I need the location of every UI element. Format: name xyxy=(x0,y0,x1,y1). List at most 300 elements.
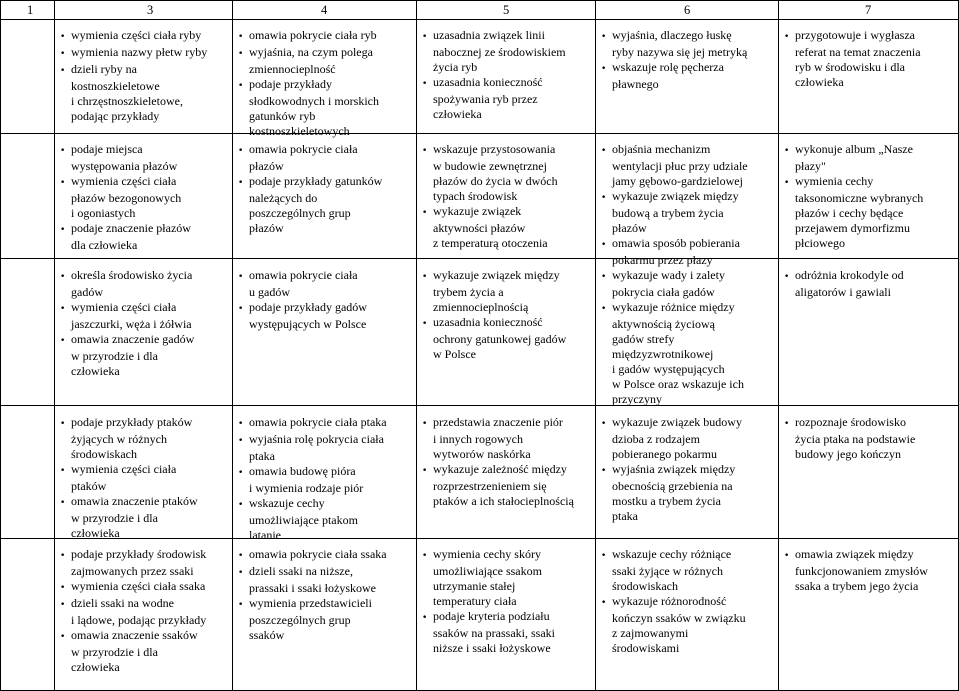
continuation-line xyxy=(422,626,555,641)
cell-text: płazów do życia w dwóch xyxy=(433,174,558,188)
continuation-line xyxy=(238,159,382,174)
continuation-line xyxy=(601,447,742,462)
cell-text: objaśnia mechanizm xyxy=(612,142,711,156)
cell-text: wymienia części ciała xyxy=(71,462,177,476)
cell-text: referat na temat znaczenia xyxy=(795,45,921,59)
bullet-item xyxy=(238,142,382,159)
bullet-item xyxy=(422,609,555,626)
bullet-icon xyxy=(422,547,433,564)
bullet-item xyxy=(601,142,748,159)
cell-text: dzieli ssaki na niższe, xyxy=(249,564,353,578)
cell-text: wskazuje przystosowania xyxy=(433,142,556,156)
continuation-line xyxy=(601,479,742,494)
cell-text: uzasadnia związek linii xyxy=(433,28,545,42)
bullet-item xyxy=(601,28,747,45)
cell-text: występujących w Polsce xyxy=(249,317,367,331)
table-cell-col3 xyxy=(60,415,198,541)
cell-text: kostnoszkieletowe xyxy=(71,79,160,93)
bullet-item xyxy=(60,415,198,432)
bullet-icon xyxy=(238,77,249,94)
bullet-icon xyxy=(422,142,433,159)
bullet-item xyxy=(60,547,206,564)
continuation-line xyxy=(601,611,746,626)
column-number: 1 xyxy=(27,3,34,17)
bullet-icon xyxy=(238,28,249,45)
bullet-item xyxy=(60,268,194,285)
cell-text: wykazuje związek między xyxy=(433,268,560,282)
column-number: 3 xyxy=(147,3,154,17)
cell-text: z temperaturą otoczenia xyxy=(433,236,548,250)
continuation-line xyxy=(60,349,194,364)
continuation-line xyxy=(422,159,558,174)
table-cell-col5 xyxy=(422,547,555,656)
bullet-item xyxy=(238,432,387,449)
bullet-item xyxy=(60,494,198,511)
cell-text: omawia znaczenie ptaków xyxy=(71,494,198,508)
cell-text: człowieka xyxy=(71,526,120,540)
continuation-line xyxy=(60,447,198,462)
bullet-icon xyxy=(238,496,249,513)
bullet-icon xyxy=(422,75,433,92)
cell-text: latanie xyxy=(249,528,281,542)
bullet-icon xyxy=(422,462,433,479)
cell-text: taksonomiczne wybranych xyxy=(795,191,924,205)
bullet-icon xyxy=(238,300,249,317)
cell-text: kończyn ssaków w związku xyxy=(612,611,746,625)
cell-text: przyczyny xyxy=(612,392,662,406)
bullet-item xyxy=(60,45,207,62)
bullet-icon xyxy=(60,142,71,159)
cell-text: wymienia części ciała ssaka xyxy=(71,579,206,593)
cell-text: nabocznej ze środowiskiem xyxy=(433,45,566,59)
cell-text: aligatorów i gawiali xyxy=(795,285,891,299)
bullet-item xyxy=(238,77,379,94)
cell-text: człowieka xyxy=(433,107,482,121)
cell-text: omawia pokrycie ciała ptaka xyxy=(249,415,387,429)
continuation-line xyxy=(601,626,746,641)
continuation-line xyxy=(60,613,206,628)
cell-text: pobieranego pokarmu xyxy=(612,447,717,461)
bullet-icon xyxy=(784,415,795,432)
cell-text: omawia związek między xyxy=(795,547,914,561)
continuation-line xyxy=(60,238,191,253)
continuation-line xyxy=(60,479,198,494)
bullet-icon xyxy=(60,547,71,564)
cell-text: gadów xyxy=(71,285,103,299)
continuation-line xyxy=(238,513,387,528)
cell-text: dzieli ssaki na wodne xyxy=(71,596,174,610)
continuation-line xyxy=(422,564,555,579)
bullet-item xyxy=(601,415,742,432)
continuation-line xyxy=(422,300,566,315)
bullet-icon xyxy=(238,174,249,191)
cell-text: wyjaśnia rolę pokrycia ciała xyxy=(249,432,384,446)
bullet-icon xyxy=(601,415,612,432)
continuation-line xyxy=(601,159,748,174)
cell-text: środowiskach xyxy=(71,447,137,461)
cell-text: ssaki żyjące w różnych xyxy=(612,564,723,578)
continuation-line xyxy=(60,159,191,174)
cell-text: i innych rogowych xyxy=(433,432,523,446)
cell-text: zmiennocieplnością xyxy=(433,300,529,314)
bullet-item xyxy=(422,415,574,432)
bullet-icon xyxy=(60,332,71,349)
cell-text: omawia pokrycie ciała xyxy=(249,142,358,156)
bullet-item xyxy=(422,28,566,45)
bullet-icon xyxy=(422,415,433,432)
bullet-item xyxy=(601,189,748,206)
col-divider xyxy=(232,0,233,691)
continuation-line xyxy=(60,660,206,675)
row-divider xyxy=(0,19,959,20)
continuation-line xyxy=(238,581,387,596)
cell-text: płciowego xyxy=(795,236,845,250)
cell-text: wskazuje cechy różniące xyxy=(612,547,732,561)
cell-text: zajmowanych przez ssaki xyxy=(71,564,194,578)
cell-text: wentylacji płuc przy udziale xyxy=(612,159,748,173)
cell-text: ryby nazywa się jej metryką xyxy=(612,45,748,59)
cell-text: ptaków xyxy=(71,479,107,493)
cell-text: z zajmowanymi xyxy=(612,626,689,640)
cell-text: pokarmu przez płazy xyxy=(612,253,713,267)
bullet-icon xyxy=(422,268,433,285)
bullet-icon xyxy=(60,28,71,45)
continuation-line xyxy=(784,45,921,60)
continuation-line xyxy=(422,447,574,462)
continuation-line xyxy=(238,628,387,643)
cell-text: ochrony gatunkowej gadów xyxy=(433,332,567,346)
bullet-item xyxy=(60,462,198,479)
cell-text: człowieka xyxy=(795,75,844,89)
cell-text: poszczególnych grup xyxy=(249,206,351,220)
column-number: 7 xyxy=(865,3,872,17)
cell-text: żyjących w różnych xyxy=(71,432,167,446)
cell-text: w budowie zewnętrznej xyxy=(433,159,547,173)
cell-text: wskazuje cechy xyxy=(249,496,325,510)
continuation-line xyxy=(238,481,387,496)
bullet-item xyxy=(784,415,915,432)
bullet-item xyxy=(238,464,387,481)
cell-text: wykazuje związek xyxy=(433,204,522,218)
cell-text: płazów xyxy=(249,159,284,173)
continuation-line xyxy=(601,206,748,221)
continuation-line xyxy=(601,564,746,579)
bullet-item xyxy=(60,62,207,79)
cell-text: w przyrodzie i dla xyxy=(71,511,158,525)
cell-text: płazów xyxy=(612,221,647,235)
continuation-line xyxy=(422,107,566,122)
continuation-line xyxy=(238,613,387,628)
cell-text: pławnego xyxy=(612,77,659,91)
continuation-line xyxy=(60,94,207,109)
cell-text: gadów strefy xyxy=(612,332,675,346)
bullet-item xyxy=(784,142,923,159)
table-cell-col7 xyxy=(784,28,921,90)
table-cell-col6 xyxy=(601,547,746,656)
cell-text: podaje kryteria podziału xyxy=(433,609,550,623)
continuation-line xyxy=(60,79,207,94)
continuation-line xyxy=(784,75,921,90)
cell-text: wyjaśnia, dlaczego łuskę xyxy=(612,28,732,42)
continuation-line xyxy=(422,479,574,494)
bullet-icon xyxy=(784,174,795,191)
continuation-line xyxy=(238,109,379,124)
table-cell-col5 xyxy=(422,415,574,509)
col-divider xyxy=(54,0,55,691)
row-divider xyxy=(0,258,959,259)
cell-text: wskazuje rolę pęcherza xyxy=(612,60,724,74)
cell-text: i chrzęstnoszkieletowe, xyxy=(71,94,183,108)
cell-text: występowania płazów xyxy=(71,159,178,173)
cell-text: uzasadnia konieczność xyxy=(433,75,543,89)
cell-text: podaje przykłady xyxy=(249,77,332,91)
table-cell-col6 xyxy=(601,268,744,407)
continuation-line xyxy=(60,206,191,221)
continuation-line xyxy=(60,109,207,124)
cell-text: podaje przykłady gatunków xyxy=(249,174,383,188)
cell-text: ssaków xyxy=(249,628,285,642)
cell-text: funkcjonowaniem zmysłów xyxy=(795,564,928,578)
bullet-icon xyxy=(601,300,612,317)
continuation-line xyxy=(238,191,382,206)
table-cell-col7 xyxy=(784,268,904,300)
cell-text: omawia znaczenie gadów xyxy=(71,332,195,346)
continuation-line xyxy=(238,528,387,543)
cell-text: rozprzestrzenieniem się xyxy=(433,479,547,493)
bullet-icon xyxy=(60,174,71,191)
bullet-item xyxy=(601,236,748,253)
cell-text: dzieli ryby na xyxy=(71,62,137,76)
continuation-line xyxy=(784,206,923,221)
table-cell-col6 xyxy=(601,415,742,524)
cell-text: trybem życia a xyxy=(433,285,504,299)
cell-text: wykazuje zależność między xyxy=(433,462,567,476)
cell-text: aktywnością życiową xyxy=(612,317,715,331)
continuation-line xyxy=(601,377,744,392)
col-divider xyxy=(0,0,1,691)
continuation-line xyxy=(784,159,923,174)
bullet-icon xyxy=(784,268,795,285)
cell-text: ptaka xyxy=(612,509,638,523)
cell-text: aktywności płazów xyxy=(433,221,526,235)
column-number: 4 xyxy=(321,3,328,17)
cell-text: ptaków a ich stałocieplnością xyxy=(433,494,574,508)
bullet-item xyxy=(422,204,558,221)
cell-text: życia ptaka na podstawie xyxy=(795,432,916,446)
bullet-item xyxy=(601,300,744,317)
bullet-item xyxy=(784,547,928,564)
continuation-line xyxy=(422,579,555,594)
continuation-line xyxy=(60,317,194,332)
bullet-item xyxy=(238,564,387,581)
continuation-line xyxy=(601,494,742,509)
bullet-icon xyxy=(60,45,71,62)
continuation-line xyxy=(422,45,566,60)
col-divider xyxy=(416,0,417,691)
continuation-line xyxy=(238,206,382,221)
cell-text: jamy gębowo-gardzielowej xyxy=(612,174,743,188)
cell-text: niższe i ssaki łożyskowe xyxy=(433,641,551,655)
cell-text: kostnoszkieletowych xyxy=(249,124,350,138)
continuation-line xyxy=(60,364,194,379)
continuation-line xyxy=(784,432,915,447)
row-divider xyxy=(0,133,959,134)
continuation-line xyxy=(601,285,744,300)
bullet-icon xyxy=(422,204,433,221)
cell-text: dzioba z rodzajem xyxy=(612,432,700,446)
bullet-item xyxy=(238,268,367,285)
bullet-icon xyxy=(238,464,249,481)
bullet-icon xyxy=(60,268,71,285)
cell-text: życia ryb xyxy=(433,60,478,74)
continuation-line xyxy=(784,447,915,462)
bullet-item xyxy=(601,60,747,77)
table-cell-col7 xyxy=(784,547,928,594)
cell-text: budową a trybem życia xyxy=(612,206,724,220)
bullet-icon xyxy=(60,494,71,511)
cell-text: omawia pokrycie ciała xyxy=(249,268,358,282)
bullet-icon xyxy=(238,564,249,581)
cell-text: i lądowe, podając przykłady xyxy=(71,613,207,627)
table-cell-col7 xyxy=(784,415,915,462)
cell-text: ssaków na prassaki, ssaki xyxy=(433,626,555,640)
bullet-item xyxy=(238,174,382,191)
cell-text: w Polsce oraz wskazuje ich xyxy=(612,377,744,391)
cell-text: człowieka xyxy=(71,660,120,674)
bullet-item xyxy=(238,415,387,432)
continuation-line xyxy=(238,449,387,464)
bullet-icon xyxy=(238,415,249,432)
cell-text: w przyrodzie i dla xyxy=(71,645,158,659)
bullet-item xyxy=(238,28,379,45)
continuation-line xyxy=(601,347,744,362)
cell-text: wymienia cechy xyxy=(795,174,874,188)
table-cell-col4 xyxy=(238,268,367,332)
continuation-line xyxy=(601,174,748,189)
column-number: 6 xyxy=(684,3,691,17)
continuation-line xyxy=(601,253,748,268)
bullet-item xyxy=(422,142,558,159)
cell-text: spożywania ryb przez xyxy=(433,92,538,106)
bullet-icon xyxy=(60,300,71,317)
bullet-item xyxy=(60,142,191,159)
cell-text: gatunków ryb xyxy=(249,109,316,123)
table-cell-col6 xyxy=(601,28,747,92)
cell-text: człowieka xyxy=(71,364,120,378)
bullet-item xyxy=(422,547,555,564)
cell-text: podaje miejsca xyxy=(71,142,143,156)
cell-text: rozpoznaje środowisko xyxy=(795,415,906,429)
continuation-line xyxy=(422,60,566,75)
cell-text: typach środowisk xyxy=(433,189,518,203)
bullet-icon xyxy=(60,579,71,596)
cell-text: należących do xyxy=(249,191,318,205)
bullet-item xyxy=(238,496,387,513)
bullet-icon xyxy=(60,628,71,645)
cell-text: poszczególnych grup xyxy=(249,613,351,627)
table-cell-col6 xyxy=(601,142,748,268)
continuation-line xyxy=(60,645,206,660)
cell-text: wykonuje album „Nasze xyxy=(795,142,913,156)
cell-text: w przyrodzie i dla xyxy=(71,349,158,363)
table-cell-col7 xyxy=(784,142,923,251)
continuation-line xyxy=(422,189,558,204)
cell-text: utrzymanie stałej xyxy=(433,579,516,593)
table-cell-col3 xyxy=(60,142,191,253)
bullet-item xyxy=(60,628,206,645)
cell-text: jaszczurki, węża i żółwia xyxy=(71,317,192,331)
bullet-icon xyxy=(422,28,433,45)
bullet-item xyxy=(601,268,744,285)
bullet-item xyxy=(60,300,194,317)
continuation-line xyxy=(238,94,379,109)
bullet-item xyxy=(422,462,574,479)
bullet-item xyxy=(60,174,191,191)
cell-text: międzyzwrotnikowej xyxy=(612,347,714,361)
cell-text: budowy jego kończyn xyxy=(795,447,901,461)
column-number: 5 xyxy=(503,3,510,17)
continuation-line xyxy=(601,221,748,236)
continuation-line xyxy=(422,494,574,509)
table-cell-col3 xyxy=(60,28,207,124)
bullet-icon xyxy=(60,596,71,613)
bullet-item xyxy=(238,596,387,613)
continuation-line xyxy=(784,191,923,206)
cell-text: przejawem dymorfizmu xyxy=(795,221,910,235)
bullet-icon xyxy=(601,142,612,159)
continuation-line xyxy=(422,347,566,362)
bullet-icon xyxy=(422,315,433,332)
bullet-icon xyxy=(238,547,249,564)
cell-text: ryb w środowisku i dla xyxy=(795,60,905,74)
continuation-line xyxy=(422,332,566,347)
cell-text: wykazuje związek między xyxy=(612,189,739,203)
continuation-line xyxy=(601,45,747,60)
cell-text: podaje przykłady gadów xyxy=(249,300,367,314)
cell-text: przygotowuje i wygłasza xyxy=(795,28,915,42)
bullet-item xyxy=(422,315,566,332)
continuation-line xyxy=(784,564,928,579)
cell-text: dla człowieka xyxy=(71,238,138,252)
cell-text: i ogoniastych xyxy=(71,206,136,220)
table-cell-col4 xyxy=(238,415,387,543)
cell-text: wykazuje związek budowy xyxy=(612,415,742,429)
cell-text: wykazuje wady i zalety xyxy=(612,268,725,282)
table-cell-col5 xyxy=(422,268,566,362)
continuation-line xyxy=(422,594,555,609)
row-divider xyxy=(0,405,959,406)
continuation-line xyxy=(422,641,555,656)
bullet-item xyxy=(422,268,566,285)
cell-text: wykazuje różnice między xyxy=(612,300,735,314)
continuation-line xyxy=(60,564,206,579)
continuation-line xyxy=(601,432,742,447)
bullet-icon xyxy=(784,547,795,564)
continuation-line xyxy=(60,511,198,526)
cell-text: podaje przykłady środowisk xyxy=(71,547,207,561)
cell-text: umożliwiające ptakom xyxy=(249,513,358,527)
cell-text: odróżnia krokodyle od xyxy=(795,268,904,282)
continuation-line xyxy=(601,77,747,92)
row-divider xyxy=(0,0,959,1)
cell-text: podając przykłady xyxy=(71,109,160,123)
cell-text: wymienia części ciała xyxy=(71,174,177,188)
continuation-line xyxy=(784,236,923,251)
cell-text: podaje przykłady ptaków xyxy=(71,415,193,429)
bullet-item xyxy=(60,28,207,45)
cell-text: wymienia części ciała xyxy=(71,300,177,314)
cell-text: środowiskami xyxy=(612,641,680,655)
